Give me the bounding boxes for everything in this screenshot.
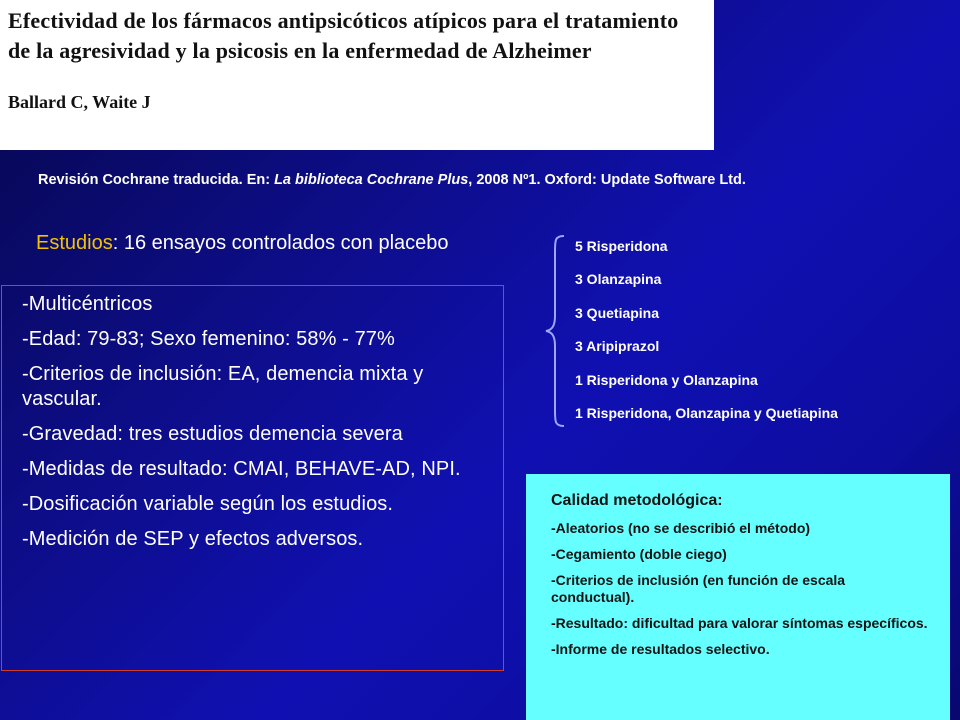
list-item: -Resultado: dificultad para valorar síntomas específicos.: [551, 615, 928, 631]
citation-source: La biblioteca Cochrane Plus: [274, 172, 469, 188]
list-item: -Dosificación variable según los estudios.: [22, 493, 394, 515]
list-item: -Criterios de inclusión: EA, demencia mixta y vascular.: [22, 363, 424, 410]
studies-label: Estudios: [36, 232, 113, 254]
authors: Ballard C, Waite J: [8, 92, 151, 112]
list-item: -Medición de SEP y efectos adversos.: [22, 528, 364, 550]
list-item: 3 Olanzapina: [575, 271, 662, 288]
slide-title: Efectividad de los fármacos antipsicóticos atípicos para el tratamiento de la agresividad y la psicosis en la enfermedad de Alzheimer: [8, 8, 679, 63]
methodological-quality-box: [526, 474, 950, 720]
studies-summary: [36, 232, 449, 255]
list-item: -Cegamiento (doble ciego): [551, 546, 727, 562]
studies-text: : 16 ensayos controlados con placebo: [112, 232, 449, 254]
list-item: -Gravedad: tres estudios demencia severa: [22, 423, 403, 445]
list-item: 3 Aripiprazol: [575, 338, 660, 355]
list-item: 1 Risperidona y Olanzapina: [575, 371, 758, 388]
citation-suffix: , 2008 Nº1. Oxford: Update Software Ltd.: [468, 172, 746, 188]
list-item: 1 Risperidona, Olanzapina y Quetiapina: [575, 404, 838, 421]
quality-title: Calidad metodológica:: [551, 492, 723, 509]
list-item: -Informe de resultados selectivo.: [551, 641, 770, 657]
list-item: -Multicéntricos: [22, 293, 153, 315]
list-item: -Criterios de inclusión (en función de escala conductual).: [551, 572, 846, 605]
citation-prefix: Revisión Cochrane traducida. En:: [38, 172, 275, 188]
list-item: -Aleatorios (no se describió el método): [551, 520, 811, 536]
list-item: -Medidas de resultado: CMAI, BEHAVE-AD, NPI.: [22, 458, 461, 480]
title-box: [0, 0, 714, 150]
curly-brace-icon: [544, 234, 566, 428]
list-item: 3 Quetiapina: [575, 304, 660, 321]
drug-list: [575, 236, 838, 436]
citation: [38, 172, 746, 188]
list-item: -Edad: 79-83; Sexo femenino: 58% - 77%: [22, 328, 395, 350]
study-characteristics-box: [1, 285, 504, 671]
list-item: 5 Risperidona: [575, 238, 668, 254]
